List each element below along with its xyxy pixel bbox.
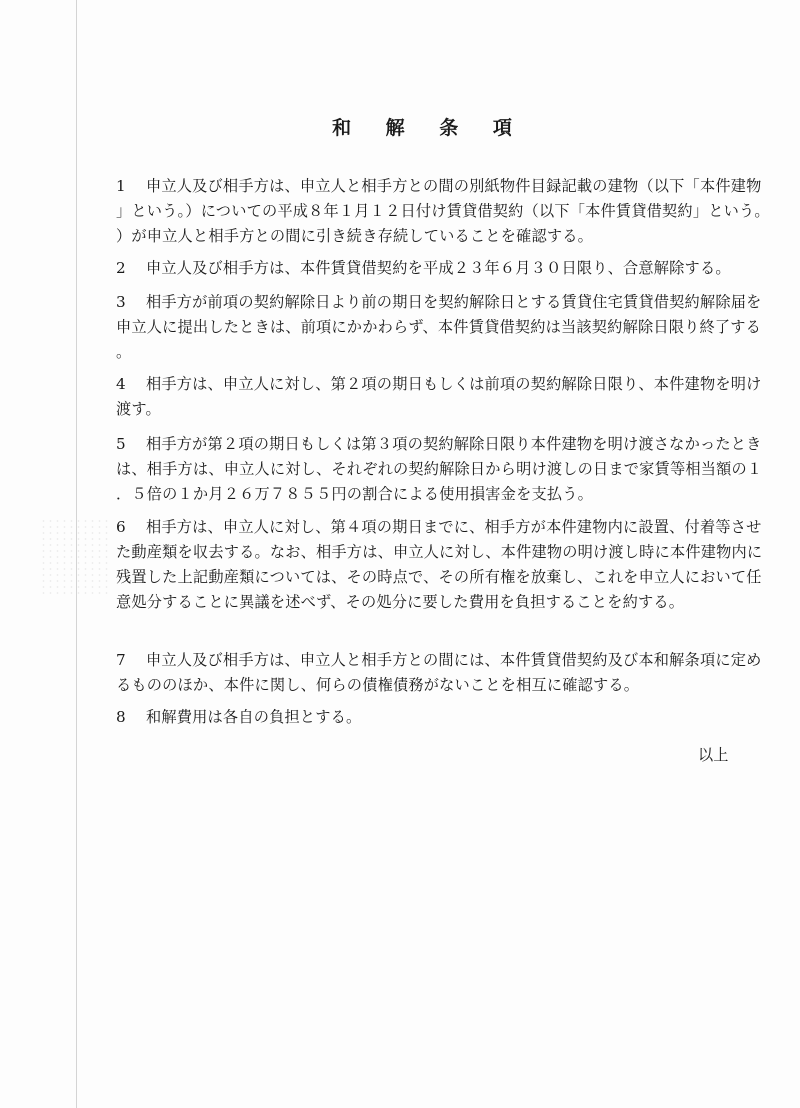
clause-text: 申立人及び相手方は、本件賃貸借契約を平成２３年６月３０日限り、合意解除する。 <box>146 259 731 277</box>
clause-7 <box>116 648 764 698</box>
clause-3 <box>116 290 764 365</box>
clause-number: 1 <box>116 177 126 195</box>
clause-1 <box>116 174 764 249</box>
clause-text: 申立人及び相手方は、申立人と相手方との間の別紙物件目録記載の建物（以下「本件建物」という。）についての平成８年１月１２日付け賃貸借契約（以下「本件賃貸借契約」という。）が申立人と相手方との間に引き続き存続していることを確認する。 <box>116 177 763 245</box>
document-title: 和 解 条 項 <box>332 117 526 139</box>
clause-number: 3 <box>116 293 126 311</box>
clause-4 <box>116 372 764 422</box>
clause-text: 相手方が第２項の期日もしくは第３項の契約解除日限り本件建物を明け渡さなかったときは、相手方は、申立人に対し、それぞれの契約解除日から明け渡しの日まで家賃等相当額の１．５倍の１か月２６万７８５５円の割合による使用損害金を支払う。 <box>116 435 763 503</box>
clause-2 <box>116 256 764 281</box>
clause-8 <box>116 705 764 730</box>
clause-text: 相手方が前項の契約解除日より前の期日を契約解除日とする賃貸住宅賃貸借契約解除届を申立人に提出したときは、前項にかかわらず、本件賃貸借契約は当該契約解除日限り終了する。 <box>116 293 762 361</box>
clause-number: 6 <box>116 518 126 536</box>
clause-number: 5 <box>116 435 126 453</box>
clause-5 <box>116 432 764 507</box>
closing-mark: 以上 <box>698 746 729 764</box>
clause-number: 2 <box>116 259 126 277</box>
clause-text: 申立人及び相手方は、申立人と相手方との間には、本件賃貸借契約及び本和解条項に定めるもののほか、本件に関し、何らの債権債務がないことを相互に確認する。 <box>116 651 762 694</box>
clause-text: 相手方は、申立人に対し、第４項の期日までに、相手方が本件建物内に設置、付着等させた動産類を収去する。なお、相手方は、申立人に対し、本件建物の明け渡し時に本件建物内に残置した上記動産類については、その時点で、その所有権を放棄し、これを申立人において任意処分することに異議を述べず、その処分に要した費用を負担することを約する。 <box>116 518 763 611</box>
scan-noise <box>40 518 110 598</box>
clause-6 <box>116 515 764 615</box>
clause-number: 4 <box>116 375 126 393</box>
clause-text: 和解費用は各自の負担とする。 <box>146 708 362 726</box>
clause-number: 7 <box>116 651 126 669</box>
clause-number: 8 <box>116 708 126 726</box>
clause-text: 相手方は、申立人に対し、第２項の期日もしくは前項の契約解除日限り、本件建物を明け渡す。 <box>116 375 762 418</box>
